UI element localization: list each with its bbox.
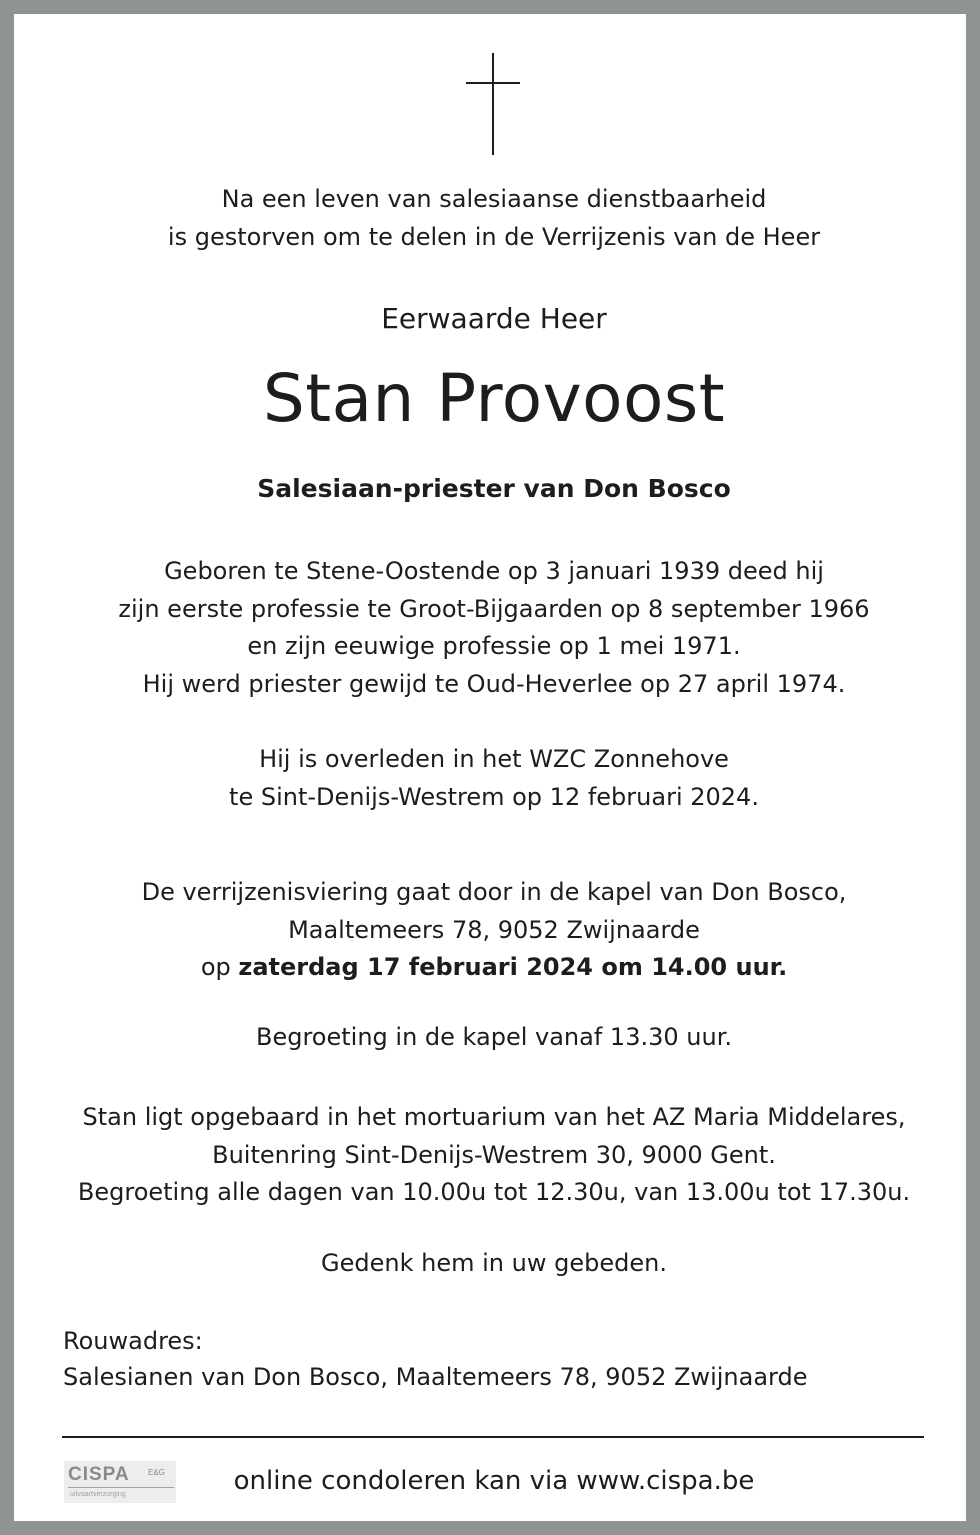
service-line: De verrijzenisviering gaat door in de kapel van Don Bosco, [141, 878, 847, 906]
logo-underline [68, 1487, 174, 1488]
intro-line: is gestorven om te delen in de Verrijzenis van de Heer [167, 222, 821, 251]
biography-line: zijn eerste professie te Groot-Bijgaarden op 8 september 1966 [118, 594, 870, 623]
service-line: Maaltemeers 78, 9052 Zwijnaarde [288, 915, 700, 944]
wake-line: Stan ligt opgebaard in het mortuarium van het AZ Maria Middelares, [82, 1103, 906, 1131]
death-line: te Sint-Denijs-Westrem op 12 februari 2024. [229, 782, 759, 811]
closing-prayer: Gedenk hem in uw gebeden. [321, 1249, 667, 1277]
deceased-title: Salesiaan-priester van Don Bosco [257, 474, 731, 503]
wake-details [40, 1099, 948, 1212]
logo-wordmark: CISPA [68, 1464, 130, 1485]
cross-icon [466, 53, 520, 155]
intro-text [40, 181, 948, 256]
mourning-address-value: Salesianen van Don Bosco, Maaltemeers 78, 9052 Zwijnaarde [63, 1363, 808, 1391]
wake-line: Buitenring Sint-Denijs-Westrem 30, 9000 Gent. [212, 1140, 776, 1169]
death-line: Hij is overleden in het WZC Zonnehove [259, 745, 729, 773]
service-date-line [40, 949, 948, 987]
biography [40, 553, 948, 703]
biography-line: Geboren te Stene-Oostende op 3 januari 1939 deed hij [164, 557, 824, 585]
mourning-address-label: Rouwadres: [63, 1327, 203, 1355]
cross-vertical-bar [492, 53, 494, 155]
biography-line: Hij werd priester gewijd te Oud-Heverlee op 27 april 1974. [142, 669, 846, 698]
footer-divider [62, 1436, 924, 1438]
wake-line: Begroeting alle dagen van 10.00u tot 12.30u, van 13.00u tot 17.30u. [77, 1178, 911, 1207]
biography-line: en zijn eeuwige professie op 1 mei 1971. [247, 632, 741, 661]
service-date-prefix: op [200, 953, 239, 982]
service-date: zaterdag 17 februari 2024 om 14.00 uur. [238, 953, 788, 982]
intro-line: Na een leven van salesiaanse dienstbaarheid [221, 185, 767, 213]
service-details [40, 874, 948, 987]
death-notice [40, 741, 948, 816]
online-condolence-text: online condoleren kan via www.cispa.be [233, 1466, 755, 1496]
logo-tagline: uitvaartverzorging [70, 1491, 126, 1498]
cross-horizontal-bar [466, 82, 520, 84]
logo-superscript: E&G [148, 1468, 165, 1477]
deceased-name: Stan Provoost [262, 360, 726, 437]
greeting-time: Begroeting in de kapel vanaf 13.30 uur. [256, 1023, 732, 1051]
mourning-address [63, 1323, 943, 1395]
honorific: Eerwaarde Heer [381, 302, 607, 335]
cispa-logo [64, 1461, 176, 1503]
